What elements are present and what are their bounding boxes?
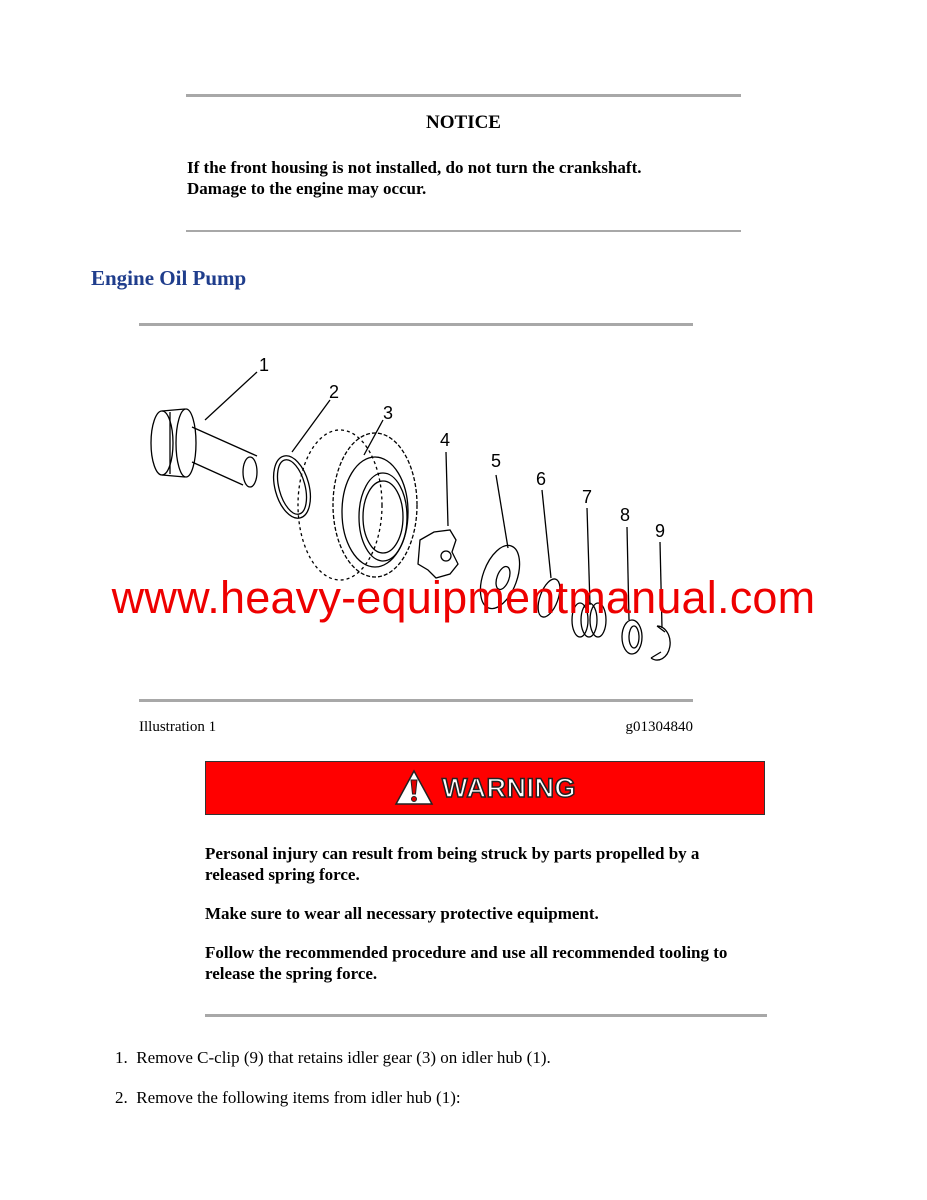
warning-triangle-icon xyxy=(394,769,434,807)
step-number: 1. xyxy=(115,1048,128,1067)
step-text: Remove the following items from idler hub (1): xyxy=(136,1088,461,1107)
c-clip-part xyxy=(651,626,670,660)
callout-2: 2 xyxy=(329,382,340,402)
step-number: 2. xyxy=(115,1088,128,1107)
notice-line-2: Damage to the engine may occur. xyxy=(187,179,427,198)
idler-hub-part xyxy=(151,409,257,487)
callout-8: 8 xyxy=(620,505,631,525)
callout-7: 7 xyxy=(582,487,593,507)
oil-pump-exploded-illustration xyxy=(0,340,927,685)
warning-banner xyxy=(205,761,765,815)
illustration-id: g01304840 xyxy=(625,719,693,735)
callout-9: 9 xyxy=(655,521,666,541)
callout-4: 4 xyxy=(440,430,451,450)
callout-5: 5 xyxy=(491,451,502,471)
notice-title: NOTICE xyxy=(426,112,501,133)
section-heading: Engine Oil Pump xyxy=(91,266,247,290)
step-2 xyxy=(115,1087,461,1108)
callout-3: 3 xyxy=(383,403,394,423)
illustration-top-rule xyxy=(139,323,693,326)
watermark: www.heavy-equipmentmanual.com xyxy=(111,572,816,623)
step-text: Remove C-clip (9) that retains idler gear (3) on idler hub (1). xyxy=(136,1048,551,1067)
warning-label: WARNING xyxy=(442,772,576,803)
callout-1: 1 xyxy=(259,355,270,375)
notice-bottom-rule xyxy=(186,230,741,232)
callout-6: 6 xyxy=(536,469,547,489)
notice-top-rule xyxy=(186,94,741,97)
warning-paragraph-3: Follow the recommended procedure and use all recommended tooling to release the spring force. xyxy=(205,943,728,983)
illustration-bottom-rule xyxy=(139,699,693,702)
illustration-caption: Illustration 1 xyxy=(139,719,217,735)
step-1 xyxy=(115,1047,551,1068)
warning-paragraph-2: Make sure to wear all necessary protective equipment. xyxy=(205,904,599,923)
idler-gear-part xyxy=(298,430,417,580)
star-retainer-part xyxy=(418,530,458,578)
notice-line-1: If the front housing is not installed, do not turn the crankshaft. xyxy=(187,158,642,177)
warning-paragraph-1: Personal injury can result from being struck by parts propelled by a released spring force. xyxy=(205,844,700,884)
warning-bottom-rule xyxy=(205,1014,767,1017)
